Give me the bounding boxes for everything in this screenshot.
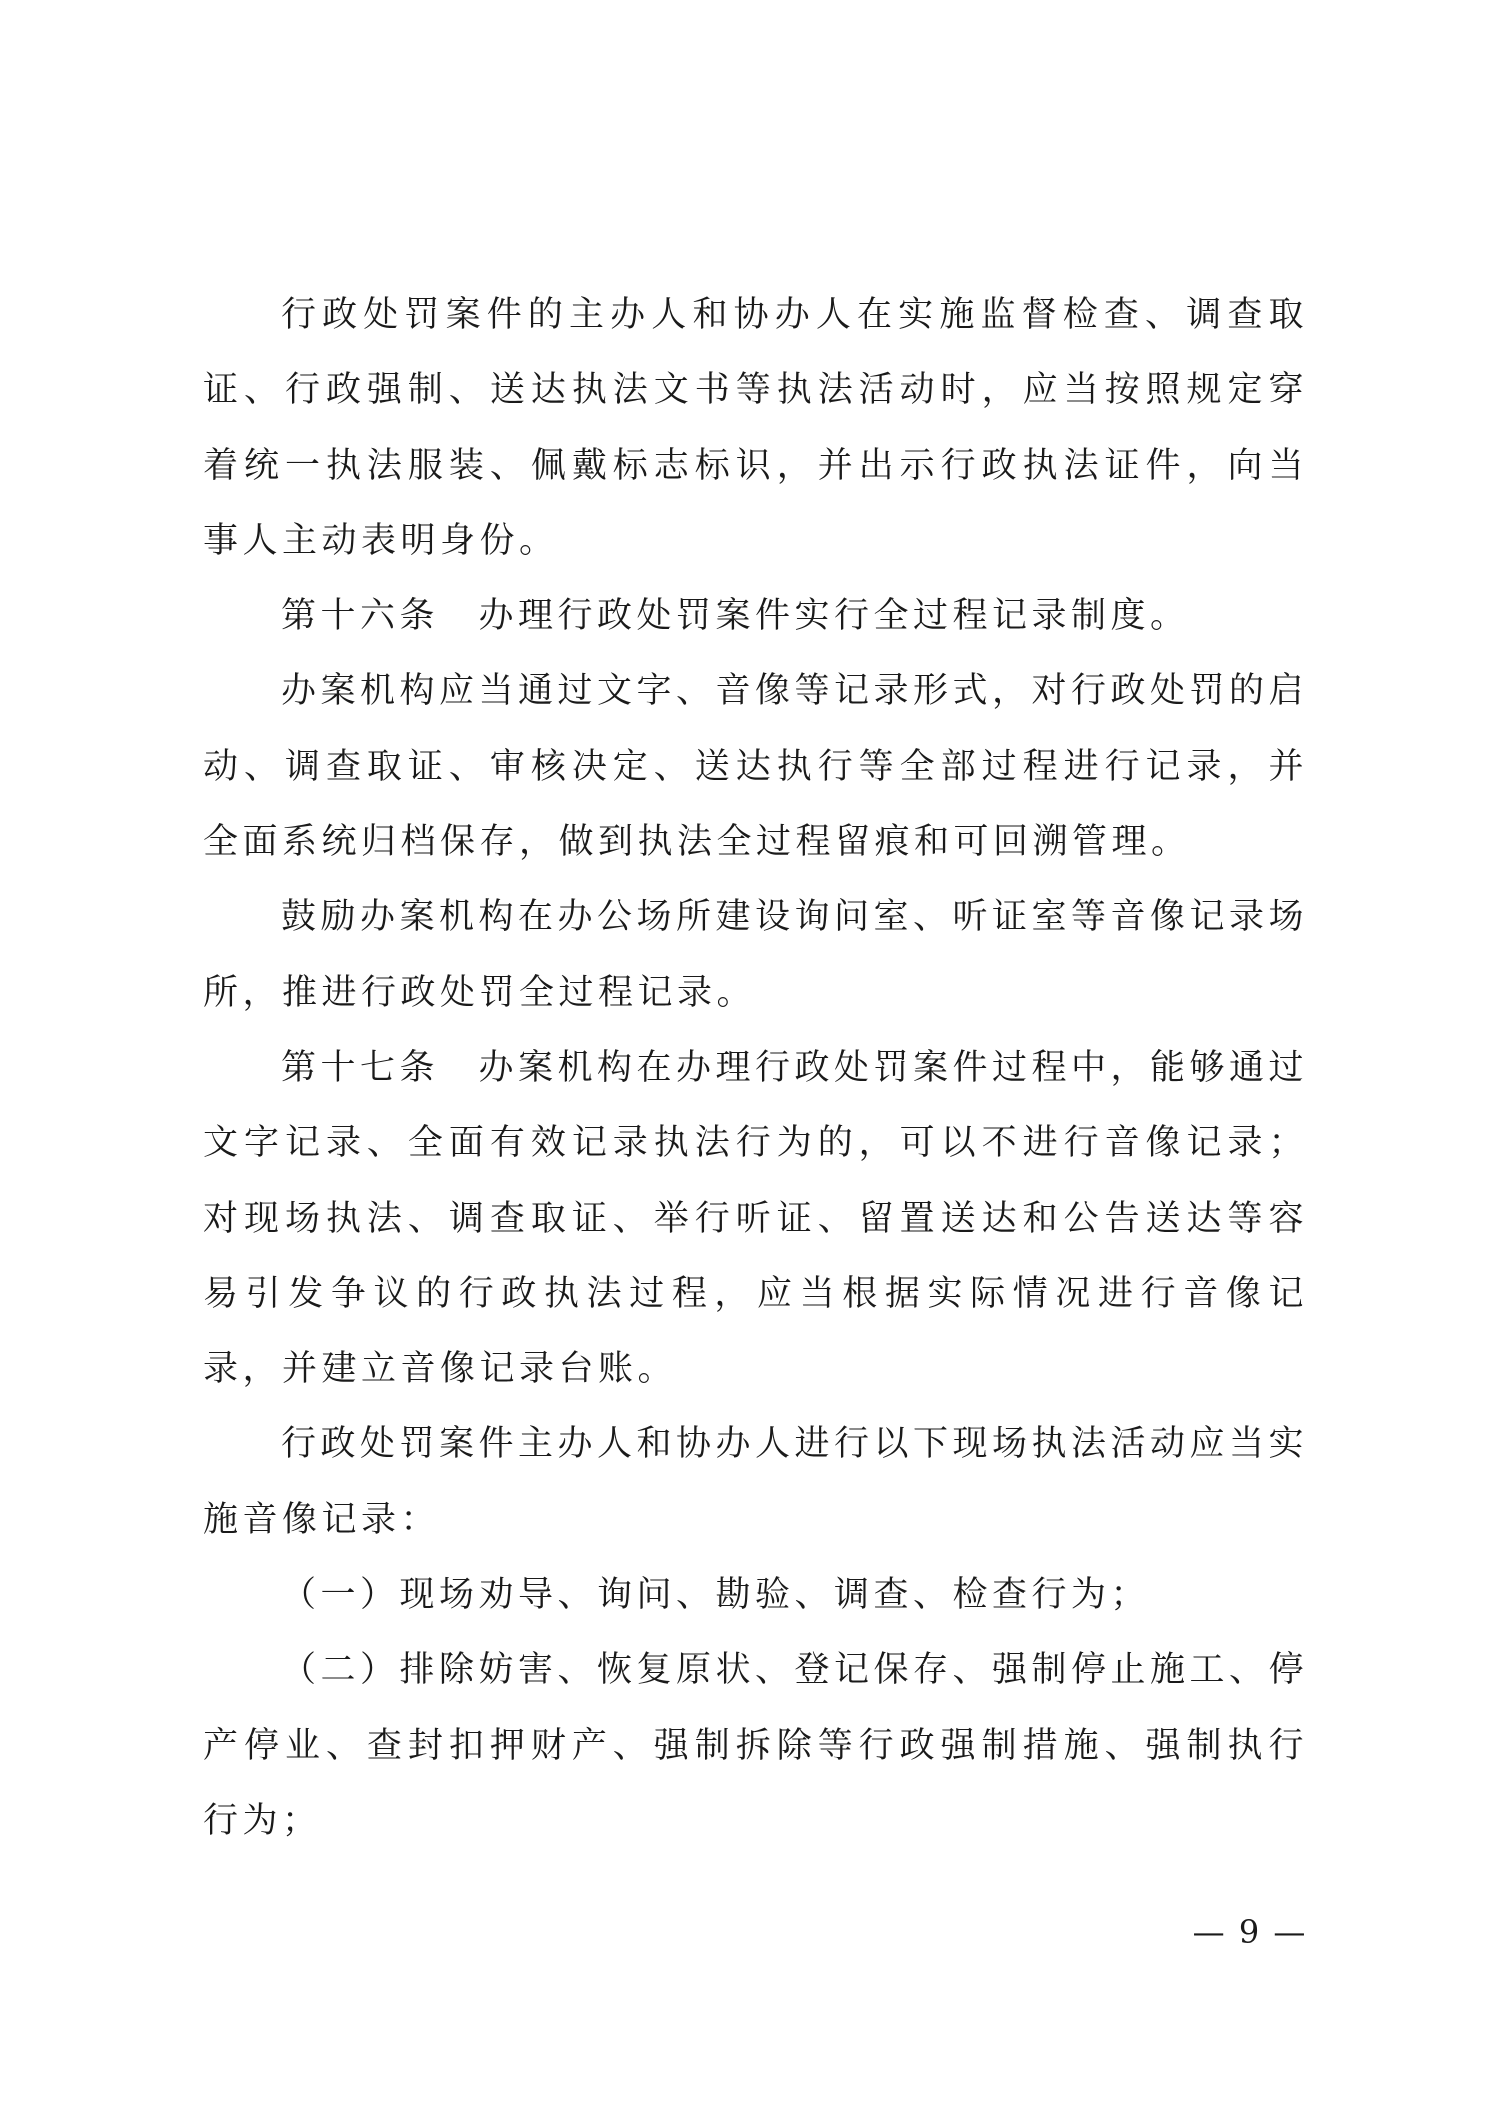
list-item-2: （二）排除妨害、恢复原状、登记保存、强制停止施工、停产停业、查封扣押财产、强制拆除等行政强制措施、强制执行行为；	[203, 1650, 1309, 1841]
page-number: — 9 —	[1192, 1913, 1308, 1951]
body-text	[203, 278, 1308, 1859]
paragraph-recording-forms: 办案机构应当通过文字、音像等记录形式，对行政处罚的启动、调查取证、审核决定、送达执行等全部过程进行记录，并全面系统归档保存，做到执法全过程留痕和可回溯管理。	[203, 671, 1309, 863]
paragraph-article-17: 第十七条 办案机构在办理行政处罚案件过程中，能够通过文字记录、全面有效记录执法行为的，可以不进行音像记录；对现场执法、调查取证、举行听证、留置送达和公告送达等容易引发争议的行政执法过程，应当根据实际情况进行音像记录，并建立音像记录台账。	[203, 1047, 1309, 1390]
list-item-1: （一）现场劝导、询问、勘验、调查、检查行为；	[281, 1575, 1151, 1616]
paragraph-identity-disclosure: 行政处罚案件的主办人和协办人在实施监督检查、调查取证、行政强制、送达执法文书等执法活动时，应当按照规定穿着统一执法服装、佩戴标志标识，并出示行政执法证件，向当事人主动表明身份。	[203, 295, 1308, 561]
paragraph-recording-rooms: 鼓励办案机构在办公场所建设询问室、听证室等音像记录场所，推进行政处罚全过程记录。	[203, 897, 1309, 1013]
paragraph-audio-video-scope: 行政处罚案件主办人和协办人进行以下现场执法活动应当实施音像记录：	[203, 1424, 1309, 1540]
paragraph-article-16: 第十六条 办理行政处罚案件实行全过程记录制度。	[281, 596, 1190, 637]
